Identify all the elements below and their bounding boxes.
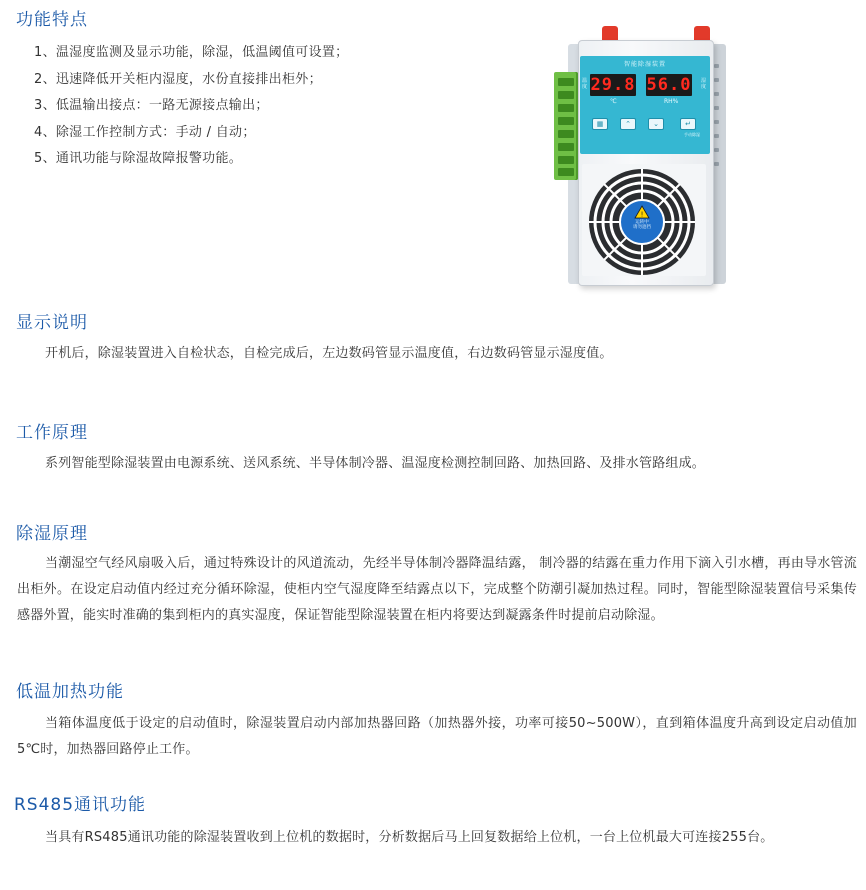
dehumidifier-device-image (554, 26, 726, 286)
feature-item: 4、除湿工作控制方式：手动 / 自动； (34, 124, 256, 140)
feature-item: 5、通讯功能与除湿故障报警功能。 (34, 151, 243, 166)
heating-heading: 低温加热功能 (16, 682, 124, 702)
heating-text: 当箱体温度低于设定的启动值时，除湿装置启动内部加热器回路（加热器外接，功率可接50~500W），直到箱体温度升高到设定启动值加5℃时，加热器回路停止工作。 (17, 716, 857, 757)
svg-text:!: ! (640, 210, 644, 219)
rs485-text: 当具有RS485通讯功能的除湿装置收到上位机的数据时，分析数据后马上回复数据给上位机，一台上位机最大可连接255台。 (45, 830, 774, 845)
principle-heading: 工作原理 (16, 423, 88, 443)
hum-unit: RH% (664, 98, 679, 105)
mounting-clip-right (694, 26, 710, 40)
principle-text: 系列智能型除湿装置由电源系统、送风系统、半导体制冷器、温湿度检测控制回路、加热回路、及排水管路组成。 (45, 456, 706, 471)
feature-item: 1、温湿度监测及显示功能，除湿，低温阈值可设置； (34, 45, 349, 60)
display-heading: 显示说明 (16, 313, 88, 333)
control-panel (580, 56, 710, 154)
down-button[interactable]: ⌄ (648, 118, 664, 130)
dehumidify-heading: 除湿原理 (16, 524, 88, 544)
up-button[interactable]: ⌃ (620, 118, 636, 130)
temperature-display: 29.8 (590, 75, 636, 95)
mounting-clip-left (602, 26, 618, 40)
temp-side-label: 温度 (582, 78, 588, 90)
terminal-block (554, 72, 578, 180)
feature-item: 2、迅速降低开关柜内湿度，水份直接排出柜外； (34, 71, 322, 87)
humidity-display: 56.0 (646, 75, 692, 95)
feature-list (34, 40, 348, 173)
hum-side-label: 湿度 (701, 78, 707, 90)
manual-dehumidify-caption: 手动除湿 (684, 132, 700, 137)
menu-button[interactable]: ▦ (592, 118, 608, 130)
dehumidify-text: 当潮湿空气经风扇吸入后，通过特殊设计的风道流动，先经半导体制冷器降温结露， 制冷器的结露在重力作用下滴入引水槽，再由导水管流出柜外。在设定启动值内经过充分循环除湿，使柜内空气湿度降至结露点以下，完成整个防潮引凝加热过程。同时，智能型除湿装置信号采集传感器外置，能实时准确的集到柜内的真实湿度，保证智能型除湿装置在柜内将要达到凝露条件时提前启动除湿。 (17, 556, 857, 623)
temp-unit: ℃ (610, 98, 617, 105)
enter-button[interactable]: ↵ (680, 118, 696, 130)
rs485-heading: RS485通讯功能 (14, 795, 147, 815)
panel-title: 智能除湿装置 (623, 61, 666, 68)
fan-warning-label: 运转中 请勿遮挡 (633, 220, 651, 230)
features-heading: 功能特点 (16, 10, 88, 30)
display-text: 开机后，除湿装置进入自检状态，自检完成后，左边数码管显示温度值，右边数码管显示湿度值。 (45, 346, 613, 361)
feature-item: 3、低温输出接点：一路无源接点输出； (34, 98, 269, 113)
